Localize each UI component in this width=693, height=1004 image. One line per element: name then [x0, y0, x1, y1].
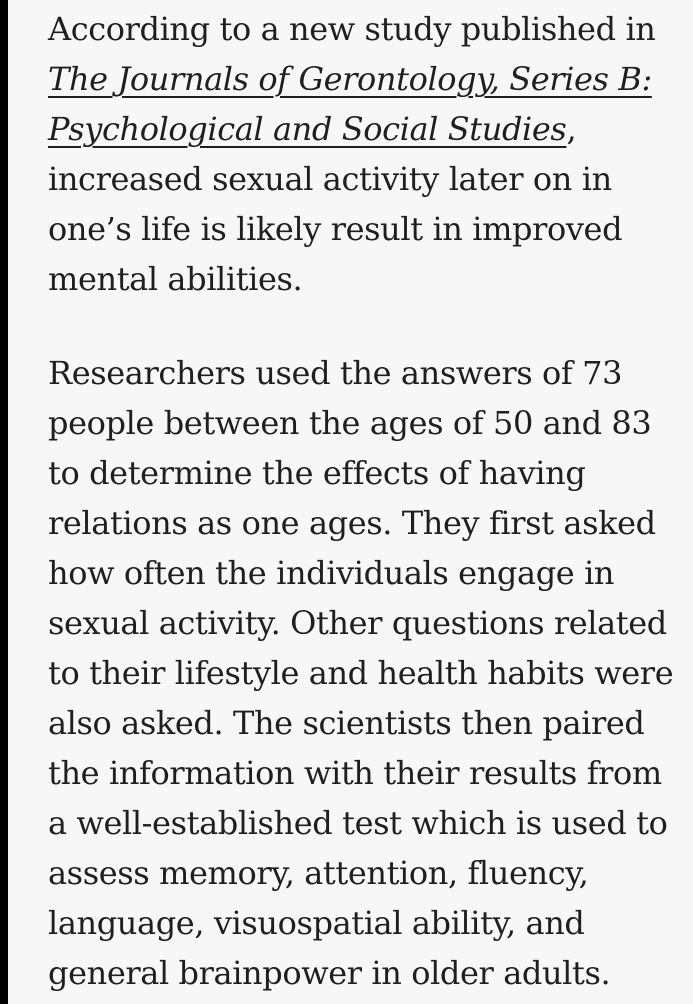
paragraph-line: a well-established test which is used to: [48, 804, 668, 842]
paragraph-line: [48, 104, 684, 154]
article-body: [48, 4, 684, 998]
paragraph-line: to their lifestyle and health habits were: [48, 654, 674, 692]
paragraph-line: the information with their results from: [48, 754, 662, 792]
paragraph-research-method: [48, 348, 684, 998]
paragraph-line: relations as one ages. They first asked: [48, 504, 656, 542]
journal-link[interactable]: Psychological and Social Studies: [48, 110, 567, 148]
paragraph-line: Researchers used the answers of 73: [48, 354, 623, 392]
paragraph-study-intro: [48, 4, 684, 304]
paragraph-line: also asked. The scientists then paired: [48, 704, 645, 742]
journal-link[interactable]: The Journals of Gerontology, Series B:: [48, 60, 652, 98]
article-page: [8, 0, 693, 1004]
paragraph-line: increased sexual activity later on in: [48, 160, 612, 198]
paragraph-line: one’s life is likely result in improved: [48, 210, 623, 248]
paragraph-line: people between the ages of 50 and 83: [48, 404, 652, 442]
paragraph-line: to determine the effects of having: [48, 454, 586, 492]
paragraph-line: general brainpower in older adults.: [48, 954, 611, 992]
paragraph-spacer: [48, 304, 684, 348]
paragraph-line: mental abilities.: [48, 260, 303, 298]
paragraph-line: language, visuospatial ability, and: [48, 904, 585, 942]
paragraph-line: how often the individuals engage in: [48, 554, 615, 592]
paragraph-line: sexual activity. Other questions related: [48, 604, 667, 642]
paragraph-line: According to a new study published in: [48, 10, 656, 48]
punctuation: ,: [566, 110, 577, 148]
paragraph-line: assess memory, attention, fluency,: [48, 854, 589, 892]
paragraph-line: [48, 54, 684, 104]
